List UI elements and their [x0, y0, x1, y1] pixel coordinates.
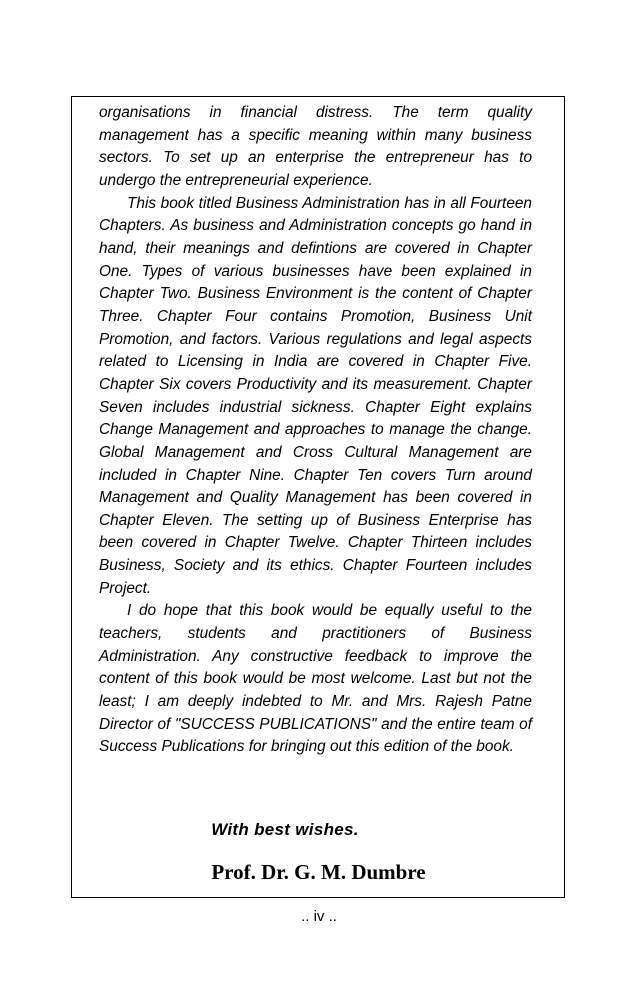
paragraph-intro-continued: organisations in financial distress. The term quality management has a specific meaning within many business sectors. To set up an enterprise the entrepreneur has to undergo the entrepreneurial experience. — [99, 104, 532, 189]
closing-text: With best wishes. — [211, 820, 359, 839]
page-number: .. iv .. — [301, 908, 337, 925]
preface-body — [99, 102, 532, 759]
paragraph-chapters-overview: This book titled Business Administration has in all Fourteen Chapters. As business and Administration concepts go hand in hand, their meanings and defintions are covered in Chapter One. Types of various businesses have been explained in Chapter Two. Business Environment is the content of Chapter Three. Chapter Four contains Promotion, Business Unit Promotion, and factors. Various regulations and legal aspects related to Licensing in India are covered in Chapter Five. Chapter Six covers Productivity and its measurement. Chapter Seven includes industrial sickness. Chapter Eight explains Change Management and approaches to manage the change. Global Management and Cross Cultural Management are included in Chapter Nine. Chapter Ten covers Turn around Management and Quality Management has been covered in Chapter Eleven. The setting up of Business Enterprise has been covered in Chapter Twelve. Chapter Thirteen includes Business, Society and its ethics. Chapter Fourteen includes Project. — [99, 194, 532, 597]
author-name: Prof. Dr. G. M. Dumbre — [211, 860, 426, 884]
closing-line — [0, 820, 638, 840]
paragraph-acknowledgement: I do hope that this book would be equally useful to the teachers, students and practitioners of Business Administration. Any constructive feedback to improve the content of this book would be most welcome. Last but not the least; I am deeply indebted to Mr. and Mrs. Rajesh Patne Director of "SUCCESS PUBLICATIONS" and the entire team of Success Publications for bringing out this edition of the book. — [99, 602, 532, 756]
author-signature — [0, 860, 638, 885]
